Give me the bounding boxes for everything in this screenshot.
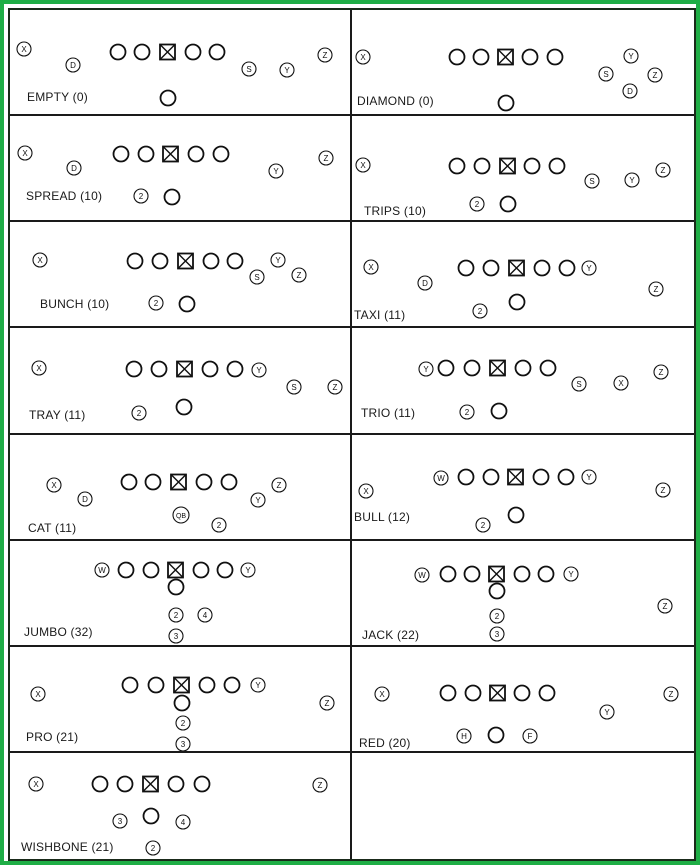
skill-player-2 <box>132 406 146 420</box>
skill-player-3 <box>113 814 127 828</box>
skill-player-letter: S <box>603 70 609 79</box>
center-marker <box>171 474 186 489</box>
skill-player-x <box>375 687 389 701</box>
lineman-marker <box>548 50 563 65</box>
skill-player-z <box>656 163 670 177</box>
skill-player-d <box>67 161 81 175</box>
lineman-marker <box>550 159 565 174</box>
skill-player-2 <box>473 304 487 318</box>
formation-cell <box>10 753 352 859</box>
skill-player-letter: 4 <box>180 817 186 827</box>
lineman-marker <box>123 677 138 692</box>
skill-player-y <box>271 253 285 267</box>
skill-player-letter: 2 <box>477 307 483 317</box>
skill-player-letter: 2 <box>136 409 142 419</box>
skill-player-2 <box>169 608 183 622</box>
skill-player-letter: 4 <box>202 610 208 620</box>
quarterback-marker <box>499 96 514 111</box>
skill-player-letter: Y <box>586 472 592 482</box>
skill-player-z <box>328 380 342 394</box>
skill-player-s <box>599 67 613 81</box>
skill-player-letter: S <box>576 380 582 390</box>
skill-player-w <box>95 563 109 577</box>
skill-player-letter: X <box>618 379 624 389</box>
center-marker <box>508 469 523 484</box>
skill-player-letter: 2 <box>494 611 500 621</box>
center-marker <box>143 776 158 791</box>
skill-player-2 <box>470 197 484 211</box>
skill-player-y <box>280 63 294 77</box>
lineman-marker <box>146 474 161 489</box>
skill-player-letter: X <box>51 480 57 490</box>
formation-cell <box>10 541 352 647</box>
skill-player-letter: Z <box>668 689 674 699</box>
skill-player-3 <box>176 737 190 751</box>
lineman-marker <box>459 261 474 276</box>
skill-player-2 <box>460 405 474 419</box>
center-marker <box>160 45 175 60</box>
skill-player-3 <box>169 629 183 643</box>
formation-cell <box>10 435 352 541</box>
quarterback-marker <box>180 297 195 312</box>
skill-player-letter: Y <box>273 167 279 177</box>
lineman-marker <box>135 45 150 60</box>
skill-player-letter: Y <box>245 565 251 575</box>
skill-player-letter: Z <box>660 485 666 495</box>
skill-player-letter: Y <box>255 495 261 505</box>
skill-player-letter: X <box>363 486 369 496</box>
lineman-marker <box>139 147 154 162</box>
formation-cell <box>352 10 694 116</box>
lineman-marker <box>465 566 480 581</box>
skill-player-4 <box>198 608 212 622</box>
skill-player-z <box>313 778 327 792</box>
lineman-marker <box>111 45 126 60</box>
lineman-marker <box>559 469 574 484</box>
offensive-line <box>93 776 210 791</box>
formation-cell <box>352 541 694 647</box>
skill-player-letter: Z <box>296 271 302 281</box>
skill-player-letter: Y <box>568 569 574 579</box>
formation-label: PRO (21) <box>26 729 79 744</box>
formation-label: CAT (11) <box>28 520 77 535</box>
center-marker <box>168 562 183 577</box>
skill-player-letter: D <box>70 61 76 70</box>
skill-player-letter: Z <box>322 51 328 60</box>
center-marker <box>163 147 178 162</box>
offensive-line <box>114 147 229 162</box>
skill-player-letter: Z <box>276 480 282 490</box>
lineman-marker <box>197 474 212 489</box>
quarterback-marker <box>510 295 525 310</box>
offensive-line <box>119 562 233 577</box>
skill-player-letter: 2 <box>150 843 156 853</box>
lineman-marker <box>484 469 499 484</box>
formation-grid <box>10 10 694 859</box>
skill-player-letter: Z <box>652 71 658 80</box>
lineman-marker <box>475 159 490 174</box>
skill-player-letter: X <box>21 45 27 54</box>
skill-player-letter: X <box>36 364 42 374</box>
lineman-marker <box>186 45 201 60</box>
skill-player-letter: Y <box>604 707 610 717</box>
skill-player-x <box>364 260 378 274</box>
skill-player-z <box>664 687 678 701</box>
skill-player-z <box>318 48 332 62</box>
skill-player-letter: Y <box>423 365 429 375</box>
lineman-marker <box>516 361 531 376</box>
skill-player-letter: F <box>527 731 533 741</box>
formation-cell <box>352 222 694 328</box>
skill-player-letter: Z <box>332 383 338 393</box>
skill-player-y <box>582 470 596 484</box>
skill-player-y <box>241 563 255 577</box>
skill-player-z <box>658 599 672 613</box>
lineman-marker <box>560 261 575 276</box>
formation-label: RED (20) <box>359 735 411 750</box>
skill-player-2 <box>176 716 190 730</box>
lineman-marker <box>535 261 550 276</box>
skill-player-letter: 2 <box>138 192 144 202</box>
formation-diagram <box>10 222 352 328</box>
skill-player-letter: 2 <box>216 520 222 530</box>
skill-player-letter: 2 <box>153 299 159 309</box>
lineman-marker <box>127 362 142 377</box>
offensive-line <box>441 685 555 700</box>
formation-label: DIAMOND (0) <box>357 94 434 108</box>
skill-player-z <box>292 268 306 282</box>
quarterback-marker <box>169 579 184 594</box>
skill-player-x <box>359 484 373 498</box>
skill-player-y <box>419 362 433 376</box>
skill-player-letter: D <box>82 494 88 504</box>
lineman-marker <box>203 362 218 377</box>
skill-player-y <box>252 363 266 377</box>
lineman-marker <box>459 469 474 484</box>
lineman-marker <box>152 362 167 377</box>
skill-player-letter: 2 <box>180 718 186 728</box>
formation-cell <box>352 116 694 222</box>
skill-player-letter: Z <box>317 780 323 790</box>
lineman-marker <box>474 50 489 65</box>
offensive-line <box>128 254 243 269</box>
skill-player-letter: W <box>418 570 426 580</box>
center-marker <box>509 261 524 276</box>
center-marker <box>490 685 505 700</box>
skill-player-letter: Y <box>586 264 592 274</box>
skill-player-letter: QB <box>175 512 187 520</box>
formation-label: WISHBONE (21) <box>21 839 114 854</box>
skill-player-letter: X <box>22 149 28 159</box>
formation-label: JUMBO (32) <box>24 624 93 639</box>
offensive-line <box>450 159 565 174</box>
formation-cell <box>352 435 694 541</box>
skill-player-letter: D <box>422 279 428 289</box>
formation-diagram <box>352 435 694 541</box>
skill-player-d <box>78 492 92 506</box>
skill-player-4 <box>176 815 190 829</box>
skill-player-y <box>251 678 265 692</box>
skill-player-letter: 2 <box>480 520 486 530</box>
skill-player-2 <box>146 841 160 855</box>
lineman-marker <box>169 776 184 791</box>
diagram-inner-border <box>8 8 696 861</box>
offensive-line <box>459 261 575 276</box>
formation-cell <box>10 328 352 434</box>
formation-label: TRIO (11) <box>361 406 416 421</box>
skill-player-letter: D <box>71 164 77 174</box>
skill-player-s <box>250 270 264 284</box>
lineman-marker <box>228 362 243 377</box>
quarterback-marker <box>490 583 505 598</box>
lineman-marker <box>441 685 456 700</box>
formation-cell <box>352 647 694 753</box>
skill-player-z <box>649 282 663 296</box>
formation-label: TRAY (11) <box>29 408 86 423</box>
skill-player-letter: Z <box>323 154 329 164</box>
lineman-marker <box>465 361 480 376</box>
offensive-line <box>459 469 574 484</box>
formation-cell <box>10 10 352 116</box>
quarterback-marker <box>489 727 504 742</box>
center-marker <box>174 677 189 692</box>
lineman-marker <box>515 685 530 700</box>
lineman-marker <box>114 147 129 162</box>
lineman-marker <box>153 254 168 269</box>
skill-player-y <box>625 173 639 187</box>
skill-player-letter: X <box>37 256 43 266</box>
skill-player-letter: W <box>98 565 106 575</box>
empty-cell <box>352 753 694 859</box>
lineman-marker <box>210 45 225 60</box>
skill-player-letter: 2 <box>464 408 470 418</box>
skill-player-letter: Z <box>324 698 330 708</box>
skill-player-letter: Z <box>660 166 666 176</box>
center-marker <box>177 362 192 377</box>
fullback-marker <box>144 808 159 823</box>
skill-player-letter: 3 <box>494 629 500 639</box>
formation-cell <box>352 328 694 434</box>
lineman-marker <box>439 361 454 376</box>
lineman-marker <box>466 685 481 700</box>
center-marker <box>489 566 504 581</box>
formation-label: SPREAD (10) <box>26 189 103 204</box>
formation-cell <box>10 116 352 222</box>
skill-player-letter: 3 <box>180 739 186 749</box>
offensive-line <box>123 677 240 692</box>
quarterback-marker <box>165 190 180 205</box>
skill-player-letter: X <box>360 53 366 62</box>
offensive-line <box>111 45 225 60</box>
skill-player-w <box>415 568 429 582</box>
lineman-marker <box>523 50 538 65</box>
skill-player-2 <box>490 609 504 623</box>
skill-player-letter: S <box>589 177 595 187</box>
skill-player-y <box>624 49 638 63</box>
skill-player-letter: X <box>35 689 41 699</box>
skill-player-2 <box>212 518 226 532</box>
lineman-marker <box>450 50 465 65</box>
lineman-marker <box>218 562 233 577</box>
skill-player-z <box>319 151 333 165</box>
lineman-marker <box>540 685 555 700</box>
skill-player-y <box>582 261 596 275</box>
lineman-marker <box>228 254 243 269</box>
formation-label: TRIPS (10) <box>364 204 427 219</box>
center-marker <box>498 50 513 65</box>
skill-player-y <box>269 164 283 178</box>
center-marker <box>178 254 193 269</box>
skill-player-x <box>47 478 61 492</box>
lineman-marker <box>541 361 556 376</box>
skill-player-d <box>66 58 80 72</box>
lineman-marker <box>225 677 240 692</box>
skill-player-2 <box>134 189 148 203</box>
skill-player-x <box>32 361 46 375</box>
formation-label: TAXI (11) <box>354 308 406 323</box>
lineman-marker <box>534 469 549 484</box>
lineman-marker <box>93 776 108 791</box>
quarterback-marker <box>501 197 516 212</box>
skill-player-s <box>572 377 586 391</box>
formation-cell <box>10 647 352 753</box>
center-marker <box>500 159 515 174</box>
skill-player-letter: Y <box>256 366 262 376</box>
formation-label: JACK (22) <box>362 627 420 642</box>
lineman-marker <box>441 566 456 581</box>
lineman-marker <box>195 776 210 791</box>
skill-player-letter: Y <box>284 66 290 75</box>
skill-player-s <box>287 380 301 394</box>
skill-player-d <box>623 84 637 98</box>
skill-player-letter: Y <box>275 256 281 266</box>
skill-player-h <box>457 729 471 743</box>
skill-player-s <box>242 62 256 76</box>
quarterback-marker <box>177 400 192 415</box>
skill-player-z <box>656 483 670 497</box>
skill-player-y <box>600 705 614 719</box>
skill-player-y <box>564 567 578 581</box>
offensive-line <box>439 361 556 376</box>
offensive-line <box>122 474 237 489</box>
skill-player-x <box>356 158 370 172</box>
skill-player-letter: X <box>360 161 366 171</box>
skill-player-f <box>523 729 537 743</box>
lineman-marker <box>149 677 164 692</box>
lineman-marker <box>525 159 540 174</box>
skill-player-z <box>320 696 334 710</box>
lineman-marker <box>128 254 143 269</box>
offensive-line <box>450 50 563 65</box>
skill-player-letter: X <box>368 263 374 273</box>
skill-player-x <box>31 687 45 701</box>
skill-player-letter: S <box>246 65 252 74</box>
lineman-marker <box>222 474 237 489</box>
skill-player-letter: Z <box>658 368 664 378</box>
skill-player-2 <box>476 518 490 532</box>
skill-player-x <box>356 50 370 64</box>
lineman-marker <box>144 562 159 577</box>
skill-player-z <box>272 478 286 492</box>
offensive-line <box>441 566 554 581</box>
lineman-marker <box>539 566 554 581</box>
skill-player-qb <box>173 507 189 523</box>
skill-player-letter: 2 <box>474 200 480 210</box>
skill-player-x <box>614 376 628 390</box>
lineman-marker <box>450 159 465 174</box>
skill-player-w <box>434 471 448 485</box>
quarterback-marker <box>175 695 190 710</box>
lineman-marker <box>118 776 133 791</box>
skill-player-2 <box>149 296 163 310</box>
skill-player-d <box>418 276 432 290</box>
skill-player-s <box>585 174 599 188</box>
lineman-marker <box>189 147 204 162</box>
skill-player-letter: Z <box>653 285 659 295</box>
skill-player-letter: Y <box>629 176 635 186</box>
skill-player-z <box>654 365 668 379</box>
lineman-marker <box>484 261 499 276</box>
lineman-marker <box>122 474 137 489</box>
skill-player-letter: Y <box>628 52 634 61</box>
lineman-marker <box>214 147 229 162</box>
lineman-marker <box>200 677 215 692</box>
skill-player-letter: D <box>627 87 633 96</box>
skill-player-3 <box>490 627 504 641</box>
formation-label: EMPTY (0) <box>27 90 88 104</box>
center-marker <box>490 361 505 376</box>
formation-cell <box>10 222 352 328</box>
skill-player-x <box>33 253 47 267</box>
skill-player-x <box>18 146 32 160</box>
skill-player-y <box>251 493 265 507</box>
skill-player-letter: 3 <box>173 631 179 641</box>
lineman-marker <box>119 562 134 577</box>
lineman-marker <box>204 254 219 269</box>
skill-player-z <box>648 68 662 82</box>
lineman-marker <box>515 566 530 581</box>
formation-label: BUNCH (10) <box>40 297 110 312</box>
lineman-marker <box>194 562 209 577</box>
skill-player-letter: S <box>291 383 297 393</box>
skill-player-letter: 2 <box>173 610 179 620</box>
quarterback-marker <box>509 507 524 522</box>
skill-player-letter: H <box>461 731 467 741</box>
skill-player-letter: X <box>33 779 39 789</box>
skill-player-letter: Z <box>662 601 668 611</box>
skill-player-letter: S <box>254 273 260 283</box>
skill-player-x <box>29 777 43 791</box>
skill-player-letter: 3 <box>117 816 123 826</box>
formation-label: BULL (12) <box>354 509 411 524</box>
offensive-line <box>127 362 243 377</box>
skill-player-letter: W <box>437 473 445 483</box>
skill-player-x <box>17 42 31 56</box>
formation-diagram <box>10 116 352 222</box>
quarterback-marker <box>161 91 176 106</box>
skill-player-letter: X <box>379 689 385 699</box>
quarterback-marker <box>492 404 507 419</box>
skill-player-letter: Y <box>255 680 261 690</box>
